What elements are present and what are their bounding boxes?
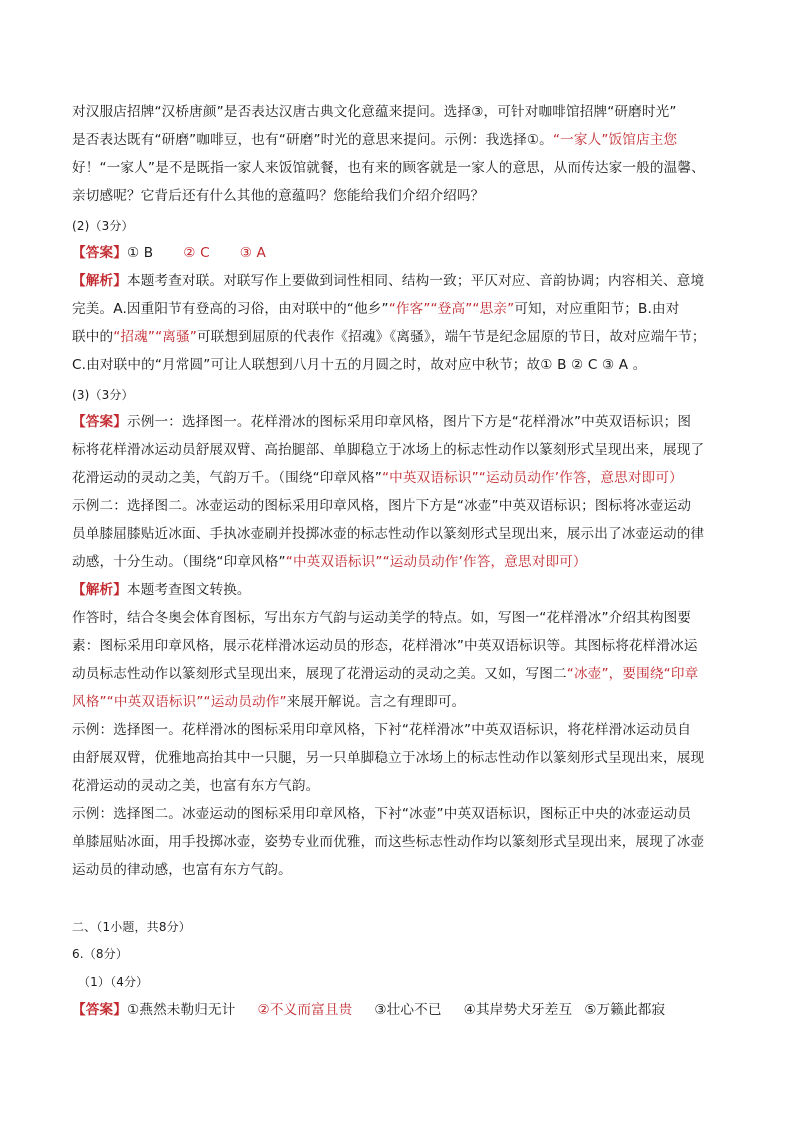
text: 好！“一家人”是不是既指一家人来饭馆就餐，也有来的顾客就是一家人的意思，从而传达家一般的温馨、 [72, 160, 705, 176]
answer-item: ① B [126, 245, 154, 261]
question-label: (2)（3分） [72, 219, 134, 233]
section-heading: 二、（1小题，共8分） [72, 920, 191, 934]
text-line: 素：图标采用印章风格，展示花样滑冰运动员的形态，花样滑冰”中英双语标识等。其图标将花样滑冰运 [72, 638, 698, 654]
text: 对汉服店招牌“汉桥唐颜”是否表达汉唐古典文化意蕴来提问。选择③，可针对咖啡馆招牌“研磨时光” [72, 104, 677, 120]
text-line [72, 158, 732, 178]
text-line: 由舒展双臂，优雅地高抬其中一只腿，另一只单脚稳立于冰场上的标志性动作以篆刻形式呈现出来，展现 [72, 750, 705, 766]
text-line: C.由对联中的“月常圆”可让人联想到八月十五的月圆之时，故对应中秋节；故① B ② C ③ A 。 [72, 357, 647, 373]
answer-item: ③ A [239, 245, 266, 261]
text: 亲切感呢？它背后还有什么其他的意蕴吗？您能给我们介绍介绍吗？ [72, 188, 485, 204]
text-line: 示例二：选择图二。冰壶运动的图标采用印章风格，图片下方是“冰壶”中英双语标识；图标将冰壶运动 [72, 498, 692, 514]
text-line: 联中的“招魂”“离骚”可联想到屈原的代表作《招魂》《离骚》，端午节是纪念屈原的节日，故对应端午节； [72, 329, 706, 345]
text-line: 单膝屈贴冰面，用手投掷冰壶，姿势专业而优雅，而这些标志性动作均以篆刻形式呈现出来，展现了冰壶 [72, 834, 705, 850]
analysis-tag: 【解析】 [72, 273, 127, 289]
text-line: 花滑运动的灵动之美，气韵万千。（围绕“印章风格”“中英双语标识”“运动员动作’作答，意思对即可） [72, 470, 683, 486]
text-line: 运动员的律动感，也富有东方气韵。 [72, 862, 292, 878]
question-label: （1）（4分） [78, 975, 149, 989]
text-line: 标将花样滑冰运动员舒展双臂、高抬腿部、单脚稳立于冰场上的标志性动作以篆刻形式呈现出来，展现了 [72, 442, 705, 458]
answer-line: 【答案】示例一：选择图一。花样滑冰的图标采用印章风格，图片下方是“花样滑冰”中英双语标识；图 [72, 414, 692, 430]
text-line [72, 102, 732, 122]
text-line: 员单膝屈膝贴近冰面、手执冰壶刷并投掷冰壶的标志性动作以篆刻形式呈现出来，展示出了冰壶运动的律 [72, 526, 705, 542]
text-line: 示例：选择图一。花样滑冰的图标采用印章风格，下衬“花样滑冰”中英双语标识，将花样滑冰运动员自 [72, 722, 692, 738]
question-label: (3)（3分） [72, 388, 134, 402]
text-line [72, 186, 732, 206]
question-label: 6.（8分） [72, 947, 128, 961]
text-line: 动感，十分生动。（围绕“印章风格”“中英双语标识”“运动员动作’作答，意思对即可） [72, 554, 587, 570]
text-line [72, 130, 732, 150]
text-line: 花滑运动的灵动之美，也富有东方气韵。 [72, 778, 320, 794]
example-highlight: “一家人”饭馆店主您 [552, 132, 678, 148]
text-line: 作答时，结合冬奥会体育图标，写出东方气韵与运动美学的特点。如，写图一“花样滑冰”介绍其构图要 [72, 610, 692, 626]
text-line: 示例：选择图二。冰壶运动的图标采用印章风格，下衬“冰壶”中英双语标识，图标正中央的冰壶运动员 [72, 806, 692, 822]
answer-tag: 【答案】 [72, 414, 127, 430]
text-line: 完美。A.因重阳节有登高的习俗，由对联中的“他乡”“作客”“登高”“思亲”可知，对应重阳节；B.由对 [72, 301, 680, 317]
answer-tag: 【答案】 [72, 1002, 127, 1018]
analysis-line: 【解析】本题考查图文转换。 [72, 582, 251, 598]
analysis-tag: 【解析】 [72, 582, 127, 598]
answer-line [72, 243, 732, 263]
answer-item: ② C [183, 245, 210, 261]
text-line: 动员标志性动作以篆刻形式呈现出来，展现了花滑运动的灵动之美。又如，写图二“冰壶”，要围绕“印章 [72, 666, 699, 682]
answer-line: 【答案】①燕然未勒归无计 ②不义而富且贵 ③壮心不已 ④其岸势犬牙差互 ⑤万籁此都寂 [72, 1002, 666, 1018]
answer-tag: 【答案】 [72, 245, 127, 261]
text-line: 风格”“中英双语标识”“运动员动作”来展开解说。言之有理即可。 [72, 694, 466, 710]
analysis-line: 【解析】本题考查对联。对联写作上要做到词性相同、结构一致；平仄对应、音韵协调；内容相关、意境 [72, 273, 705, 289]
text: 是否表达既有“研磨”咖啡豆，也有“研磨”时光的意思来提问。示例：我选择①。 [72, 132, 553, 148]
